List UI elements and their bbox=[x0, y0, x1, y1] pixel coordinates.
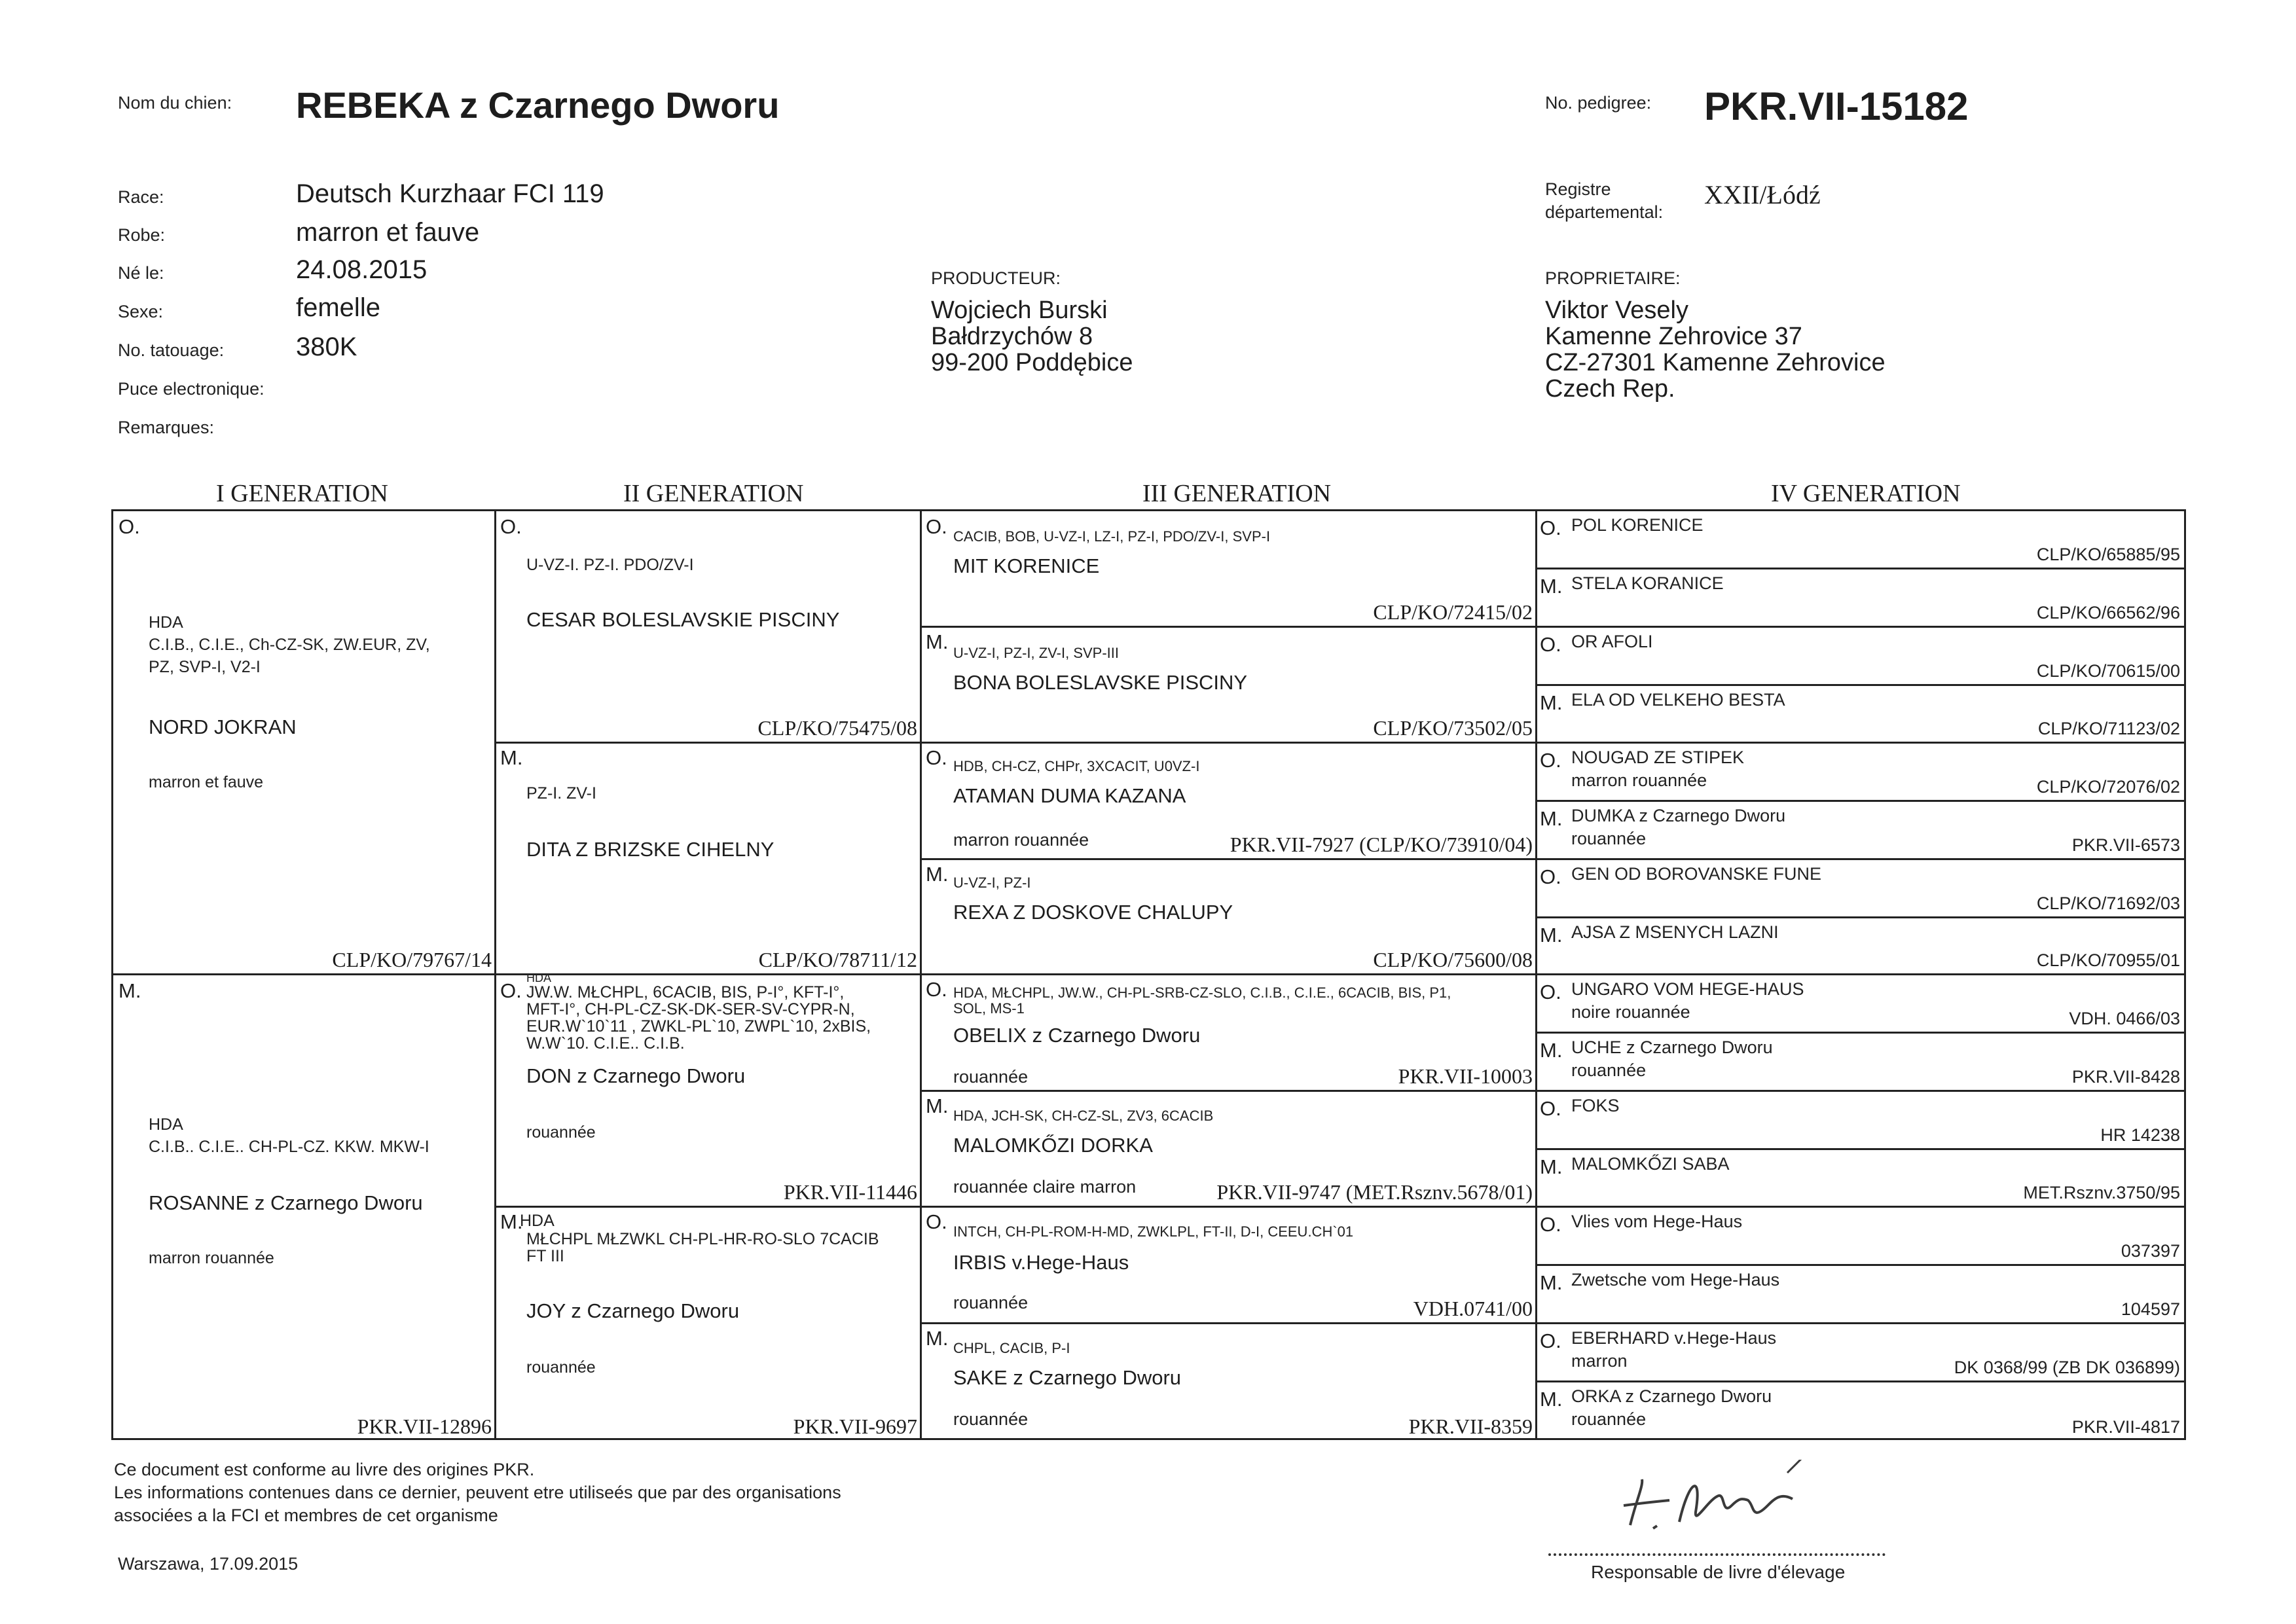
gen1-header: I GENERATION bbox=[216, 480, 388, 507]
footer-line-3: associées a la FCI et membres de cet organisme bbox=[114, 1506, 498, 1525]
pedigree-number: PKR.VII-15182 bbox=[1704, 84, 1969, 128]
gen4-cell-2: M. STELA KORANICE CLP/KO/66562/96 bbox=[1537, 569, 2184, 628]
gen3-header: III GENERATION bbox=[1142, 480, 1332, 507]
registry-label-2: départemental: bbox=[1545, 202, 1664, 222]
gen4-cell-9: O. UNGARO VOM HEGE-HAUS noire rouannée VDH. 0466/03 bbox=[1537, 975, 2184, 1034]
robe-value: marron et fauve bbox=[296, 218, 480, 247]
owner-line-2: Kamenne Zehrovice 37 bbox=[1545, 323, 1802, 350]
robe-label: Robe: bbox=[118, 225, 166, 245]
gen4-cell-3: O. OR AFOLI CLP/KO/70615/00 bbox=[1537, 628, 2184, 686]
registry-label-1: Registre bbox=[1545, 179, 1611, 199]
sex-label: Sexe: bbox=[118, 302, 164, 321]
gen1-sire-cell: O. HDA C.I.B., C.I.E., Ch-CZ-SK, ZW.EUR, ZV, PZ, SVP-I, V2-I NORD JOKRAN marron et fauve CLP/KO/79767/14 bbox=[113, 511, 496, 975]
producer-line-1: Wojciech Burski bbox=[931, 297, 1108, 324]
signatory-caption: Responsable de livre d'élevage bbox=[1591, 1562, 1846, 1582]
gen2-header: II GENERATION bbox=[623, 480, 804, 507]
gen3-cell-8: M. CHPL, CACIB, P-I SAKE z Czarnego Dworu rouannée PKR.VII-8359 bbox=[922, 1324, 1537, 1440]
producer-line-2: Bałdrzychów 8 bbox=[931, 323, 1093, 350]
producer-line-3: 99-200 Poddębice bbox=[931, 349, 1133, 376]
gen3-cell-7: O. INTCH, CH-PL-ROM-H-MD, ZWKLPL, FT-II, D-I, CEEU.CH`01 IRBIS v.Hege-Haus rouannée VDH.0741/00 bbox=[922, 1208, 1537, 1324]
gen3-cell-4: M. U-VZ-I, PZ-I REXA Z DOSKOVE CHALUPY CLP/KO/75600/08 bbox=[922, 860, 1537, 975]
gen4-cell-11: O. FOKS HR 14238 bbox=[1537, 1092, 2184, 1150]
signature-icon bbox=[1617, 1460, 1813, 1545]
gen4-cell-13: O. Vlies vom Hege-Haus 037397 bbox=[1537, 1208, 2184, 1266]
race-value: Deutsch Kurzhaar FCI 119 bbox=[296, 179, 604, 208]
footer-line-2: Les informations contenues dans ce dernier, peuvent etre utiliseés que par des organisations bbox=[114, 1483, 841, 1502]
gen4-cell-10: M. UCHE z Czarnego Dworu rouannée PKR.VII-8428 bbox=[1537, 1034, 2184, 1092]
race-label: Race: bbox=[118, 187, 164, 207]
gen4-cell-8: M. AJSA Z MSENYCH LAZNI CLP/KO/70955/01 bbox=[1537, 918, 2184, 975]
gen4-cell-15: O. EBERHARD v.Hege-Haus marron DK 0368/99 (ZB DK 036899) bbox=[1537, 1324, 2184, 1382]
registry-value: XXII/Łódź bbox=[1704, 180, 1821, 209]
owner-line-4: Czech Rep. bbox=[1545, 375, 1675, 403]
signature-line bbox=[1548, 1553, 1886, 1556]
gen4-cell-7: O. GEN OD BOROVANSKE FUNE CLP/KO/71692/03 bbox=[1537, 860, 2184, 918]
gen3-cell-1: O. CACIB, BOB, U-VZ-I, LZ-I, PZ-I, PDO/ZV-I, SVP-I MIT KORENICE CLP/KO/72415/02 bbox=[922, 511, 1537, 628]
owner-line-1: Viktor Vesely bbox=[1545, 297, 1688, 324]
remarks-label: Remarques: bbox=[118, 418, 215, 437]
gen1-sire-name: NORD JOKRAN bbox=[149, 715, 297, 738]
gen4-cell-6: M. DUMKA z Czarnego Dworu rouannée PKR.VII-6573 bbox=[1537, 802, 2184, 860]
gen3-cell-3: O. HDB, CH-CZ, CHPr, 3XCACIT, U0VZ-I ATAMAN DUMA KAZANA marron rouannée PKR.VII-7927 (CLP/KO/73910/04) bbox=[922, 744, 1537, 860]
gen2-cell-1: O. U-VZ-I. PZ-I. PDO/ZV-I CESAR BOLESLAVSKIE PISCINY CLP/KO/75475/08 bbox=[496, 511, 922, 744]
producer-label: PRODUCTEUR: bbox=[931, 268, 1061, 288]
gen2-cell-3: O. HDA JW.W. MŁCHPL, 6CACIB, BIS, P-I°, KFT-I°, MFT-I°, CH-PL-CZ-SK-DK-SER-SV-CYPR-N, EUR.W`10`11 , ZWKL-PL`10, ZWPL`10, 2xBIS, W.W`10. C.I.E.. C.I.B. DON z Czarnego Dworu rouannée PKR.VII-11446 bbox=[496, 975, 922, 1208]
dog-name-label: Nom du chien: bbox=[118, 93, 232, 113]
gen4-cell-1: O. POL KORENICE CLP/KO/65885/95 bbox=[1537, 511, 2184, 569]
born-value: 24.08.2015 bbox=[296, 255, 428, 284]
gen3-cell-2: M. U-VZ-I, PZ-I, ZV-I, SVP-III BONA BOLESLAVSKE PISCINY CLP/KO/73502/05 bbox=[922, 628, 1537, 744]
owner-line-3: CZ-27301 Kamenne Zehrovice bbox=[1545, 349, 1886, 376]
gen2-cell-2: M. PZ-I. ZV-I DITA Z BRIZSKE CIHELNY CLP/KO/78711/12 bbox=[496, 744, 922, 975]
chip-label: Puce electronique: bbox=[118, 379, 264, 399]
sex-value: femelle bbox=[296, 293, 380, 322]
born-label: Né le: bbox=[118, 263, 164, 283]
dog-name: REBEKA z Czarnego Dworu bbox=[296, 84, 780, 126]
tattoo-label: No. tatouage: bbox=[118, 340, 225, 360]
gen4-header: IV GENERATION bbox=[1771, 480, 1961, 507]
gen4-cell-5: O. NOUGAD ZE STIPEK marron rouannée CLP/KO/72076/02 bbox=[1537, 744, 2184, 802]
gen2-cell-4: M. HDA MŁCHPL MŁZWKL CH-PL-HR-RO-SLO 7CACIB FT III JOY z Czarnego Dworu rouannée PKR.VII-9697 bbox=[496, 1208, 922, 1440]
gen1-dam-name: ROSANNE z Czarnego Dworu bbox=[149, 1191, 423, 1214]
footer-line-1: Ce document est conforme au livre des origines PKR. bbox=[114, 1460, 535, 1479]
pedigree-table bbox=[111, 509, 2186, 1440]
gen4-cell-16: M. ORKA z Czarnego Dworu rouannée PKR.VII-4817 bbox=[1540, 1386, 2180, 1437]
owner-label: PROPRIETAIRE: bbox=[1545, 268, 1681, 288]
gen3-cell-6: M. HDA, JCH-SK, CH-CZ-SL, ZV3, 6CACIB MALOMKŐZI DORKA rouannée claire marron PKR.VII-9747 (MET.Rsznv.5678/01) bbox=[922, 1092, 1537, 1208]
gen4-cell-4: M. ELA OD VELKEHO BESTA CLP/KO/71123/02 bbox=[1537, 686, 2184, 744]
gen3-cell-5: O. HDA, MŁCHPL, JW.W., CH-PL-SRB-CZ-SLO, C.I.B., C.I.E., 6CACIB, BIS, P1, SOL, MS-1 OBELIX z Czarnego Dworu rouannée PKR.VII-10003 bbox=[922, 975, 1537, 1092]
gen4-cell-12: M. MALOMKŐZI SABA MET.Rsznv.3750/95 bbox=[1537, 1150, 2184, 1208]
gen1-dam-cell: M. HDA C.I.B.. C.I.E.. CH-PL-CZ. KKW. MKW-I ROSANNE z Czarnego Dworu marron rouannée PKR.VII-12896 bbox=[113, 975, 496, 1440]
pedigree-label: No. pedigree: bbox=[1545, 93, 1652, 113]
place-date: Warszawa, 17.09.2015 bbox=[118, 1554, 299, 1574]
tattoo-value: 380K bbox=[296, 333, 357, 361]
gen4-cell-14: M. Zwetsche vom Hege-Haus 104597 bbox=[1537, 1266, 2184, 1324]
